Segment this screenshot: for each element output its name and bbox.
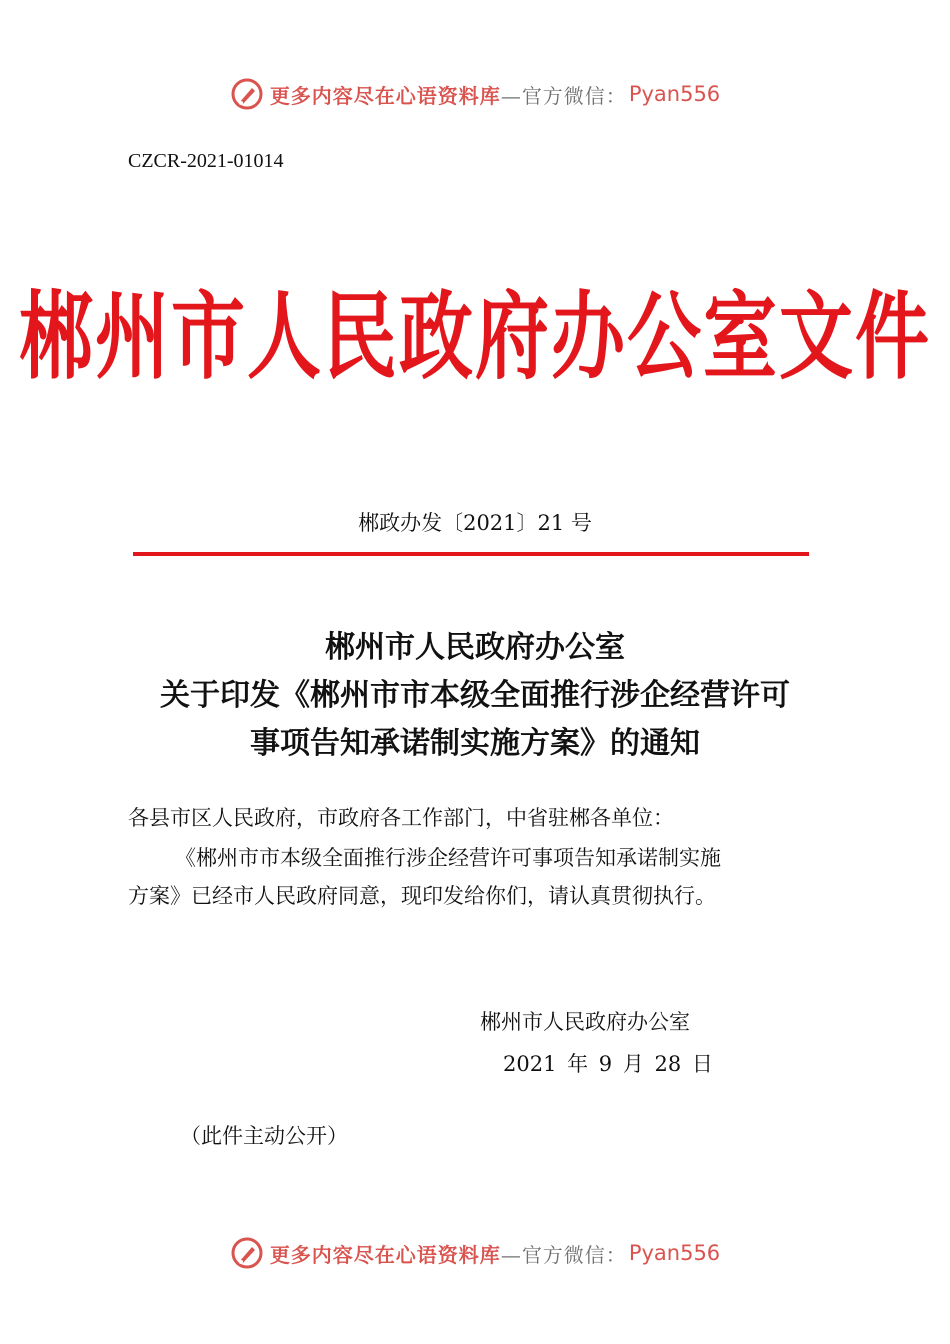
watermark-header [0, 74, 950, 114]
salutation: 各县市区人民政府，市政府各工作部门，中省驻郴各单位： [128, 806, 674, 830]
watermark-red-text: 更多内容尽在心语资料库 [269, 83, 501, 108]
watermark-grey-text: —官方微信： [500, 83, 627, 108]
watermark-grey-text: —官方微信： [500, 1242, 627, 1267]
file-number: 郴政办发〔2021〕21 号 [358, 511, 592, 535]
watermark-id: Pyan556 [628, 1241, 721, 1265]
red-masthead: 郴州市人民政府办公室文件 [19, 282, 931, 393]
disclosure-note: （此件主动公开） [180, 1124, 348, 1148]
document-code: CZCR-2021-01014 [128, 150, 284, 172]
watermark-footer [0, 1233, 950, 1273]
title-line-2: 关于印发《郴州市市本级全面推行涉企经营许可 [160, 678, 790, 713]
red-divider-line [133, 552, 809, 556]
signature-date: 2021 年 9 月 28 日 [503, 1052, 713, 1076]
title-line-1: 郴州市人民政府办公室 [325, 630, 625, 665]
pen-logo-icon [230, 1236, 264, 1270]
body-paragraph-line-2: 方案》已经市人民政府同意，现印发给你们，请认真贯彻执行。 [128, 884, 716, 908]
watermark-id: Pyan556 [628, 82, 721, 106]
title-line-3: 事项告知承诺制实施方案》的通知 [250, 726, 700, 761]
pen-logo-icon [230, 77, 264, 111]
signature-org: 郴州市人民政府办公室 [480, 1010, 690, 1034]
watermark-red-text: 更多内容尽在心语资料库 [269, 1242, 501, 1267]
body-paragraph-line-1: 《郴州市市本级全面推行涉企经营许可事项告知承诺制实施 [175, 846, 721, 870]
